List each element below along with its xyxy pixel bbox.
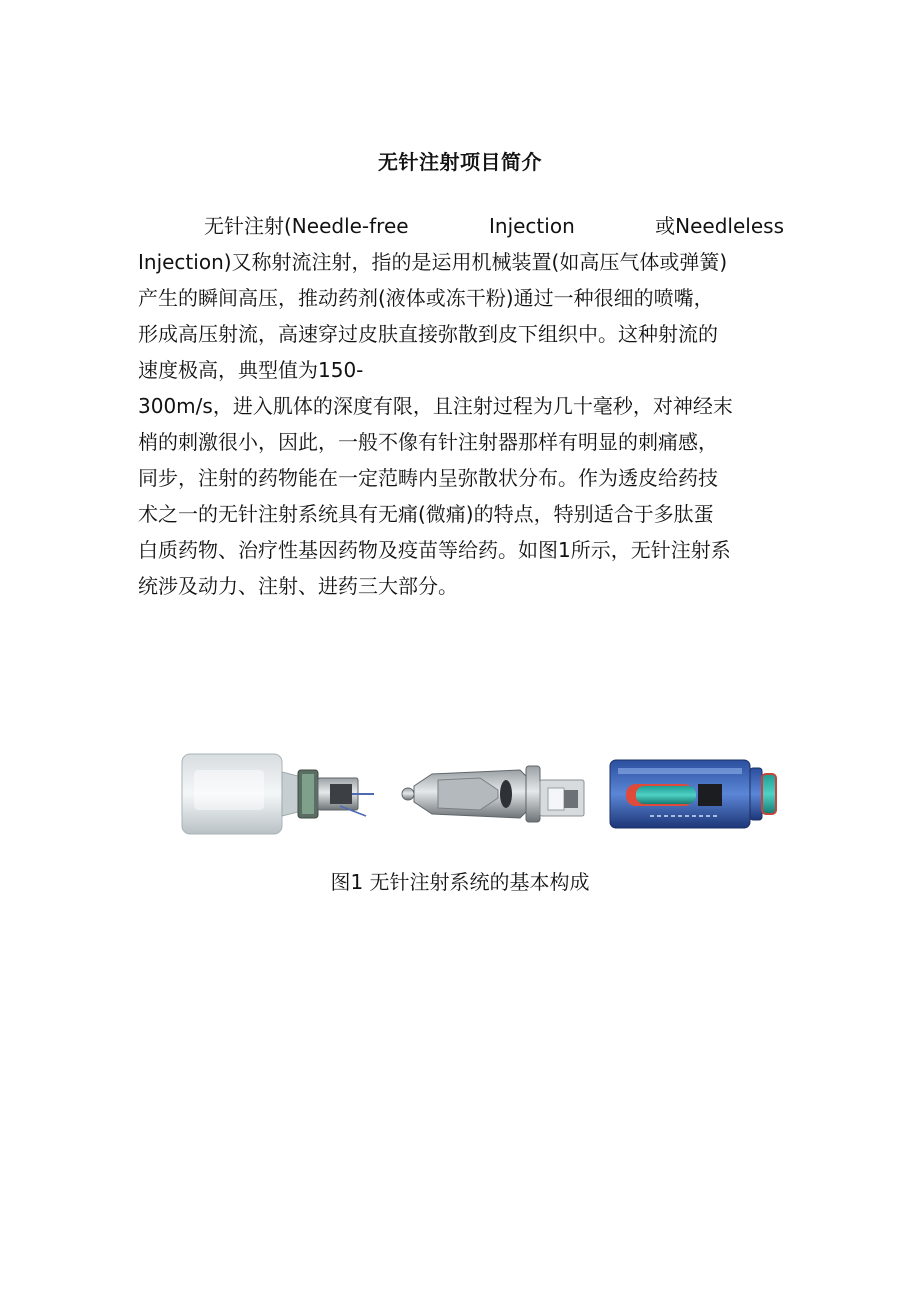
paragraph-line: 白质药物、治疗性基因药物及疫苗等给药。如图1所示，无针注射系 — [138, 538, 731, 562]
paragraph-line: 同步，注射的药物能在一定范畴内呈弥散状分布。作为透皮给药技 — [138, 466, 718, 490]
line-1-part-3: 或Needleless — [655, 214, 784, 238]
paragraph-line: 统涉及动力、注射、进药三大部分。 — [138, 574, 458, 598]
paragraph-line: 300m/s，进入肌体的深度有限，且注射过程为几十毫秒，对神经末 — [138, 394, 733, 418]
paragraph-line: 产生的瞬间高压，推动药剂(液体或冻干粉)通过一种很细的喷嘴， — [138, 286, 714, 310]
vial-with-adapter — [182, 754, 374, 834]
line-1-part-1: 无针注射(Needle-free — [204, 214, 409, 238]
power-unit — [610, 760, 776, 828]
paragraph-line-1 — [138, 208, 784, 244]
paragraph-line: 术之一的无针注射系统具有无痛(微痛)的特点，特别适合于多肽蛋 — [138, 502, 714, 526]
paragraph-line: 梢的刺激很小，因此，一般不像有针注射器那样有明显的刺痛感， — [138, 430, 718, 454]
line-1-part-2: Injection — [489, 214, 575, 238]
page-title: 无针注射项目简介 — [378, 150, 542, 174]
injection-system-figure — [180, 750, 780, 838]
paragraph-line: Injection)又称射流注射，指的是运用机械装置(如高压气体或弹簧) — [138, 250, 728, 274]
paragraph-line: 形成高压射流，高速穿过皮肤直接弥散到皮下组织中。这种射流的 — [138, 322, 718, 346]
paragraph-line: 速度极高，典型值为150- — [138, 358, 364, 382]
figure-caption: 图1 无针注射系统的基本构成 — [330, 870, 590, 894]
injector-cartridge — [402, 766, 584, 822]
body-paragraph — [138, 208, 784, 604]
